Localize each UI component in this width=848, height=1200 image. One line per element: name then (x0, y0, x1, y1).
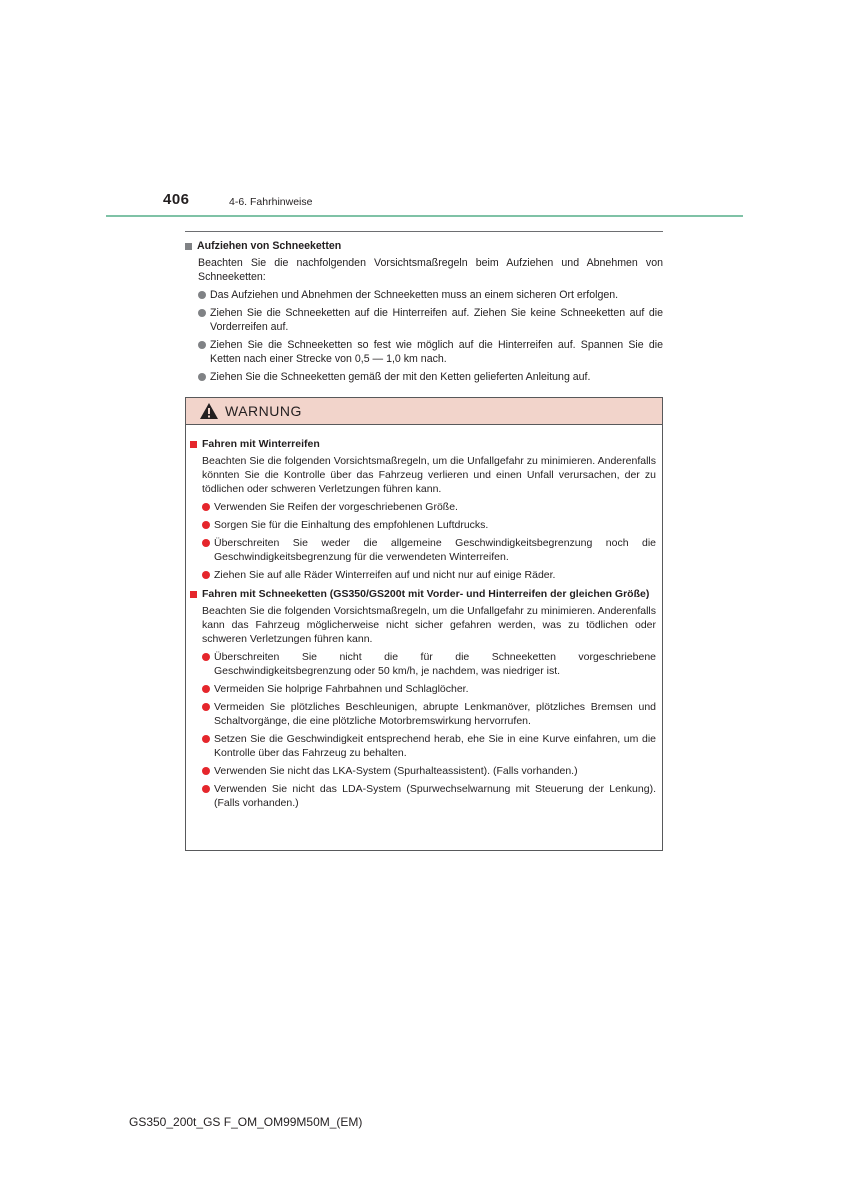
list-item-text: Ziehen Sie die Schneeketten auf die Hinterreifen auf. Ziehen Sie keine Schneeketten auf die Vorderreifen auf. (210, 307, 663, 333)
red-dot-icon (202, 653, 210, 661)
list-item (202, 536, 656, 564)
list-item (198, 338, 663, 366)
warning-section-heading (190, 437, 656, 451)
list-item (198, 288, 663, 302)
warning-section-heading (190, 587, 656, 601)
warning-section-intro: Beachten Sie die folgenden Vorsichtsmaßregeln, um die Unfallgefahr zu minimieren. Anderenfalls kann das Fahrzeug möglicherweise nicht sicher gefahren werden, was zu tödlichen oder schweren Verletzungen führen kann. (202, 605, 656, 645)
red-dot-icon (202, 703, 210, 711)
red-dot-icon (202, 521, 210, 529)
list-item (198, 370, 663, 384)
red-square-icon (190, 591, 197, 598)
list-item (202, 782, 656, 810)
list-item-text: Setzen Sie die Geschwindigkeit entsprechend herab, ehe Sie in eine Kurve einfahren, um die Kontrolle über das Fahrzeug zu behalten. (214, 733, 656, 759)
list-item (202, 518, 656, 532)
list-item (202, 682, 656, 696)
list-item (202, 700, 656, 728)
list-item (202, 500, 656, 514)
list-item-text: Ziehen Sie auf alle Räder Winterreifen auf und nicht nur auf einige Räder. (214, 569, 556, 581)
list-item-text: Vermeiden Sie plötzliches Beschleunigen, abrupte Lenkmanöver, plötzliches Bremsen und Schaltvorgänge, die eine plötzliche Motorbremswirkung hervorrufen. (214, 701, 656, 727)
list-item (198, 306, 663, 334)
list-item-text: Ziehen Sie die Schneeketten gemäß der mit den Ketten gelieferten Anleitung auf. (210, 371, 591, 383)
list-item (202, 650, 656, 678)
list-item (202, 764, 656, 778)
red-dot-icon (202, 767, 210, 775)
square-bullet-icon (185, 243, 192, 250)
snow-chains-intro: Beachten Sie die nachfolgenden Vorsichtsmaßregeln beim Aufziehen und Abnehmen von Schneeketten: (198, 257, 663, 283)
warning-body (186, 425, 662, 810)
list-item-text: Verwenden Sie Reifen der vorgeschriebenen Größe. (214, 501, 458, 513)
bullet-dot-icon (198, 291, 206, 299)
list-item-text: Das Aufziehen und Abnehmen der Schneeketten muss an einem sicheren Ort erfolgen. (210, 289, 619, 301)
warning-box (185, 397, 663, 851)
warning-header (186, 398, 662, 425)
warning-section-intro: Beachten Sie die folgenden Vorsichtsmaßregeln, um die Unfallgefahr zu minimieren. Anderenfalls könnten Sie die Kontrolle über das Fahrzeug verlieren und einen Unfall verursachen, der zu tödlichen oder schweren Verletzungen führen kann. (202, 455, 656, 495)
content-top-rule (185, 231, 663, 232)
list-item-text: Verwenden Sie nicht das LKA-System (Spurhalteassistent). (Falls vorhanden.) (214, 765, 578, 777)
snow-chains-heading (185, 239, 663, 253)
red-dot-icon (202, 685, 210, 693)
bullet-dot-icon (198, 309, 206, 317)
list-item-text: Überschreiten Sie nicht die für die Schneeketten vorgeschriebene Geschwindigkeitsbegrenzung oder 50 km/h, je nachdem, was niedriger ist. (214, 651, 656, 677)
section-title: 4-6. Fahrhinweise (229, 196, 313, 208)
bullet-dot-icon (198, 373, 206, 381)
red-dot-icon (202, 539, 210, 547)
warning-label: WARNUNG (225, 403, 302, 419)
list-item (202, 568, 656, 582)
warning-triangle-icon (199, 402, 219, 420)
red-dot-icon (202, 785, 210, 793)
red-dot-icon (202, 735, 210, 743)
page-number: 406 (163, 191, 190, 208)
list-item (202, 732, 656, 760)
header-rule (106, 215, 743, 217)
list-item-text: Ziehen Sie die Schneeketten so fest wie möglich auf die Hinterreifen auf. Spannen Sie die Ketten nach einer Strecke von 0,5 — 1,0 km nach. (210, 339, 663, 365)
warning-section-title: Fahren mit Schneeketten (GS350/GS200t mit Vorder- und Hinterreifen der gleichen Größe) (202, 588, 650, 600)
red-dot-icon (202, 503, 210, 511)
warning-section-title: Fahren mit Winterreifen (202, 438, 320, 450)
snow-chains-title: Aufziehen von Schneeketten (197, 240, 342, 252)
list-item-text: Vermeiden Sie holprige Fahrbahnen und Schlaglöcher. (214, 683, 469, 695)
list-item-text: Sorgen Sie für die Einhaltung des empfohlenen Luftdrucks. (214, 519, 489, 531)
list-item-text: Überschreiten Sie weder die allgemeine Geschwindigkeitsbegrenzung noch die Geschwindigkeitsbegrenzung für die verwendeten Winterreifen. (214, 537, 656, 563)
snow-chains-section (185, 238, 663, 384)
document-code: GS350_200t_GS F_OM_OM99M50M_(EM) (129, 1115, 363, 1129)
list-item-text: Verwenden Sie nicht das LDA-System (Spurwechselwarnung mit Steuerung der Lenkung). (Falls vorhanden.) (214, 783, 656, 809)
bullet-dot-icon (198, 341, 206, 349)
red-square-icon (190, 441, 197, 448)
red-dot-icon (202, 571, 210, 579)
